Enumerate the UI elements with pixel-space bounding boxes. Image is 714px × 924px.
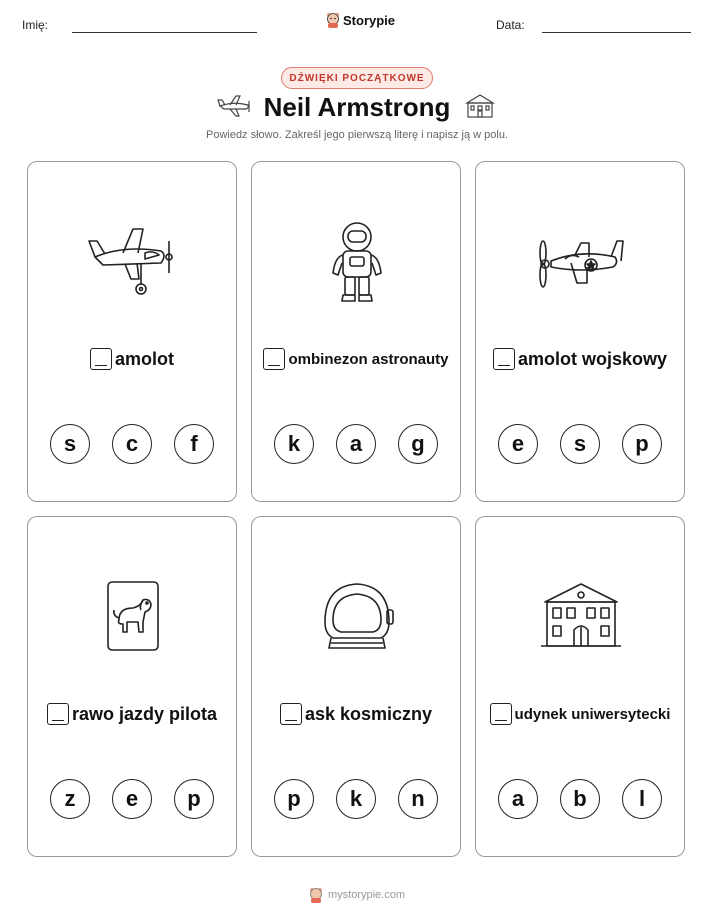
letter-choice[interactable]: k	[274, 424, 314, 464]
word-ending: udynek uniwersytecki	[514, 705, 671, 723]
instructions: Powiedz słowo. Zakreśl jego pierwszą literę i napisz ją w polu.	[205, 129, 509, 141]
word-row	[252, 348, 460, 370]
storypie-logo	[326, 12, 395, 28]
word-row	[476, 703, 684, 725]
date-label: Data:	[496, 18, 525, 32]
letter-choice[interactable]: g	[398, 424, 438, 464]
answer-box[interactable]	[47, 703, 69, 725]
letter-choice[interactable]: l	[622, 779, 662, 819]
letter-choice[interactable]: a	[498, 779, 538, 819]
answer-box[interactable]	[90, 348, 112, 370]
page-title: Neil Armstrong	[263, 92, 451, 122]
logo-text: Storypie	[343, 12, 396, 28]
university-building-icon	[531, 572, 631, 662]
license-card-icon	[83, 572, 183, 662]
word-card	[27, 161, 237, 502]
bear-icon	[309, 887, 323, 903]
bear-icon	[326, 12, 340, 28]
date-field[interactable]	[542, 32, 691, 33]
word-row	[252, 703, 460, 725]
letter-choices	[476, 424, 684, 464]
word-ending: ask kosmiczny	[304, 703, 433, 724]
footer	[0, 887, 714, 903]
category-badge: DŹWIĘKI POCZĄTKOWE	[281, 67, 433, 89]
airplane-icon	[83, 217, 183, 307]
letter-choices	[252, 779, 460, 819]
letter-choice[interactable]: e	[498, 424, 538, 464]
word-row	[28, 703, 236, 725]
letter-choice[interactable]: f	[174, 424, 214, 464]
letter-choice[interactable]: k	[336, 779, 376, 819]
letter-choice[interactable]: s	[560, 424, 600, 464]
answer-box[interactable]	[280, 703, 302, 725]
letter-choices	[252, 424, 460, 464]
letter-choice[interactable]: a	[336, 424, 376, 464]
word-ending: ombinezon astronauty	[288, 350, 449, 368]
letter-choices	[28, 424, 236, 464]
word-row	[476, 348, 684, 370]
letter-choice[interactable]: e	[112, 779, 152, 819]
word-card	[475, 516, 685, 857]
name-field[interactable]	[72, 32, 257, 33]
answer-box[interactable]	[490, 703, 512, 725]
letter-choice[interactable]: n	[398, 779, 438, 819]
letter-choice[interactable]: s	[50, 424, 90, 464]
word-card	[27, 516, 237, 857]
letter-choice[interactable]: c	[112, 424, 152, 464]
letter-choices	[476, 779, 684, 819]
word-ending: rawo jazdy pilota	[71, 703, 218, 724]
answer-box[interactable]	[493, 348, 515, 370]
letter-choice[interactable]: p	[622, 424, 662, 464]
word-ending: amolot wojskowy	[517, 348, 668, 369]
word-card	[475, 161, 685, 502]
letter-choice[interactable]: p	[274, 779, 314, 819]
name-label: Imię:	[22, 18, 49, 32]
footer-url[interactable]: mystorypie.com	[327, 889, 406, 901]
word-row	[28, 348, 236, 370]
letter-choice[interactable]: b	[560, 779, 600, 819]
word-card	[251, 516, 461, 857]
word-ending: amolot	[114, 348, 174, 369]
space-helmet-icon	[307, 572, 407, 662]
military-plane-icon	[531, 217, 631, 307]
letter-choice[interactable]: z	[50, 779, 90, 819]
letter-choice[interactable]: p	[174, 779, 214, 819]
building-decoration-icon	[464, 93, 496, 119]
astronaut-icon	[307, 217, 407, 307]
word-card	[251, 161, 461, 502]
answer-box[interactable]	[263, 348, 285, 370]
letter-choices	[28, 779, 236, 819]
